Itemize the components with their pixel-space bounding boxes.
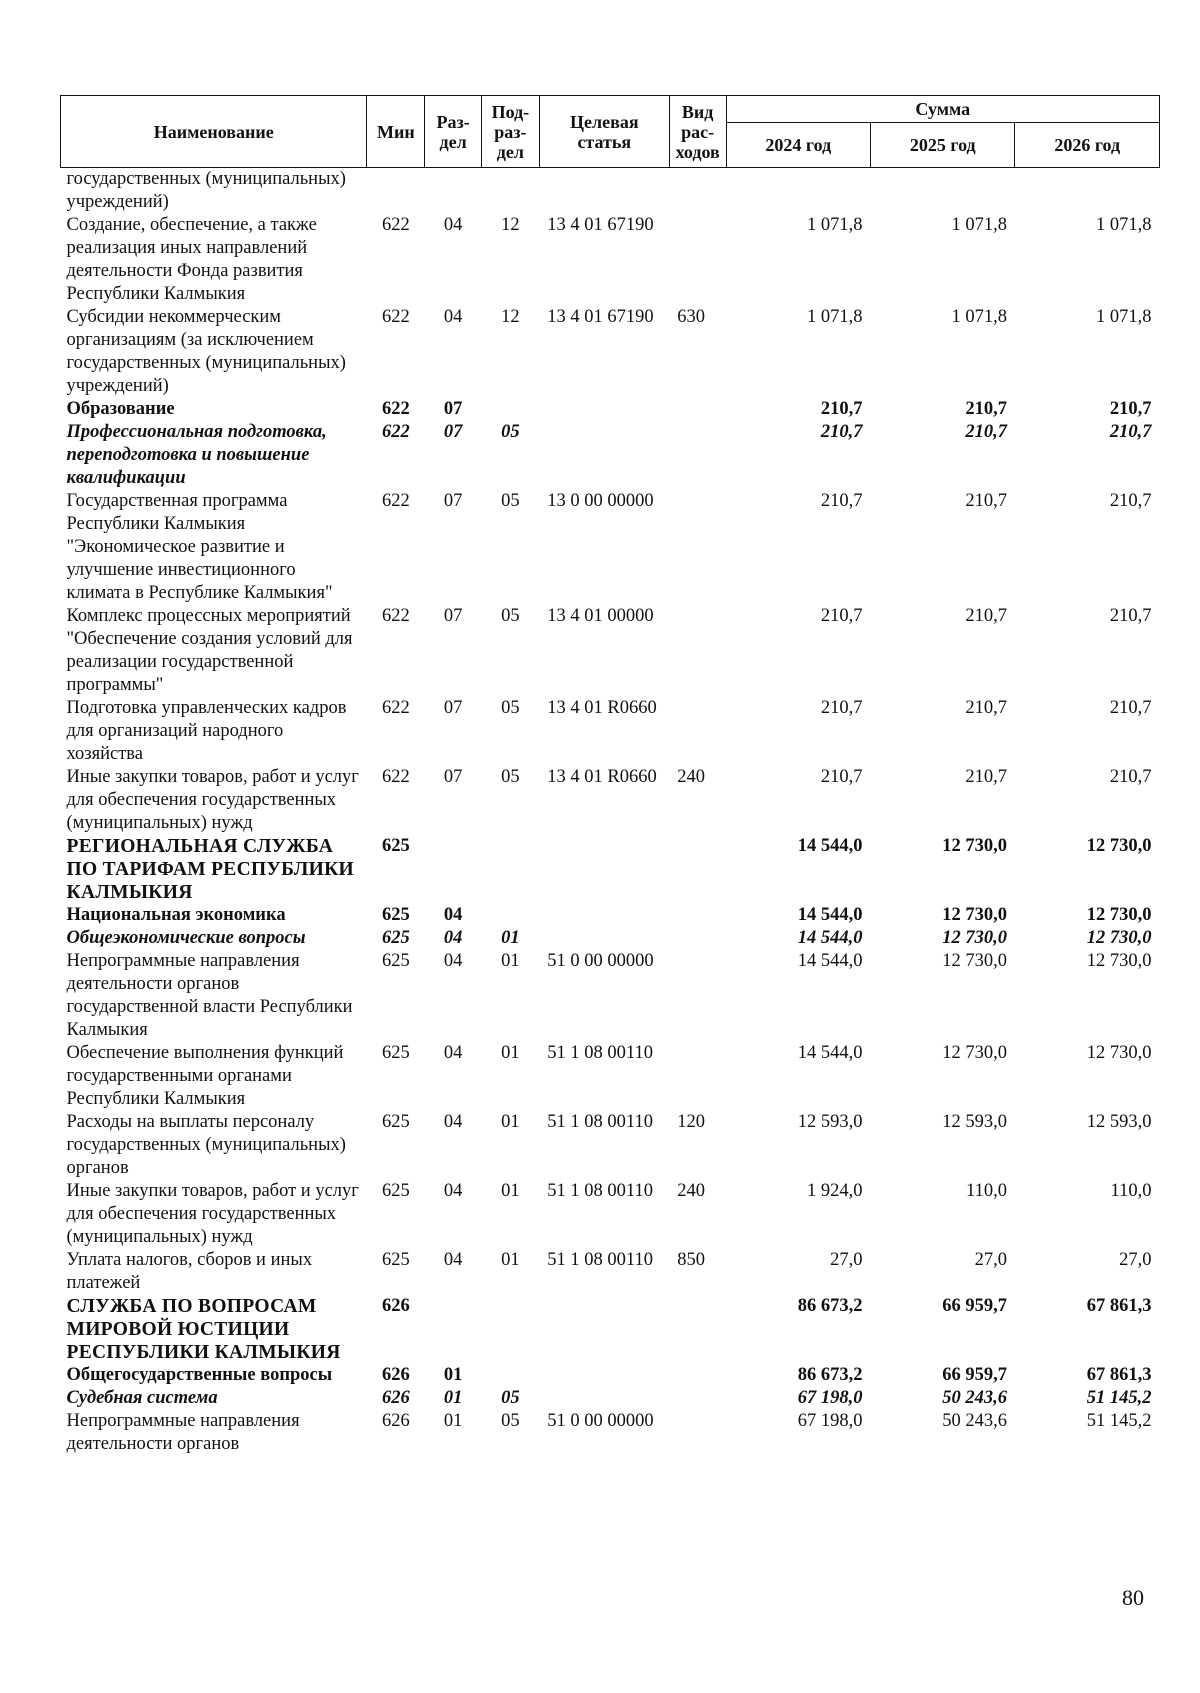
cell-target-article: 13 4 01 R0660 <box>547 767 657 787</box>
cell-sum-2025: 66 959,7 <box>942 1296 1007 1316</box>
cell-expense-type: 240 <box>677 1181 706 1201</box>
cell-podrazdel: 01 <box>501 1043 520 1063</box>
cell-expense-type <box>669 421 726 490</box>
cell-target-article: 13 4 01 67190 <box>547 215 654 235</box>
cell-sum-2024: 210,7 <box>820 399 863 419</box>
cell-target-article <box>539 1364 669 1387</box>
cell-razdel: 07 <box>443 698 463 718</box>
header-year-2026: 2026 год <box>1015 123 1160 168</box>
cell-podrazdel: 05 <box>501 422 520 442</box>
cell-razdel: 04 <box>443 1250 463 1270</box>
table-row <box>61 1111 1160 1180</box>
cell-sum-2026: 12 730,0 <box>1086 928 1152 948</box>
cell-target-article: 51 0 00 00000 <box>547 1411 654 1431</box>
cell-sum-2025: 210,7 <box>965 491 1007 511</box>
cell-target-article: 51 1 08 00110 <box>547 1043 653 1063</box>
header-name: Наименование <box>61 96 367 168</box>
cell-sum-2024: 67 198,0 <box>797 1388 863 1408</box>
header-vid-bottom: ходов <box>675 141 720 162</box>
cell-ministry: 622 <box>381 491 410 511</box>
cell-sum-2025: 50 243,6 <box>942 1388 1007 1408</box>
cell-ministry: 622 <box>381 307 410 327</box>
cell-sum-2025: 210,7 <box>965 767 1007 787</box>
header-year-2024: 2024 год <box>726 123 870 168</box>
cell-podrazdel: 12 <box>501 215 520 235</box>
header-podrazdel-top: Под- <box>491 101 530 122</box>
cell-target-article <box>539 1387 669 1410</box>
cell-name: Образование <box>66 399 175 419</box>
header-podrazdel-bottom: дел <box>496 141 524 162</box>
cell-expense-type <box>669 605 726 697</box>
cell-razdel: 04 <box>443 1043 463 1063</box>
cell-sum-2025: 12 730,0 <box>942 836 1007 856</box>
cell-name: государственных (муниципальных) учреждений) <box>66 169 346 212</box>
cell-podrazdel: 05 <box>501 491 520 511</box>
cell-sum-2024: 14 544,0 <box>797 836 863 856</box>
cell-sum-2024: 14 544,0 <box>797 951 863 971</box>
cell-target-article <box>539 927 669 950</box>
table-row <box>61 490 1160 605</box>
table-row <box>61 605 1160 697</box>
cell-ministry: 625 <box>381 1250 410 1270</box>
cell-expense-type <box>669 1295 726 1364</box>
cell-podrazdel: 12 <box>501 307 520 327</box>
cell-razdel: 07 <box>443 399 463 419</box>
cell-podrazdel <box>482 398 540 421</box>
cell-expense-type: 630 <box>677 307 706 327</box>
cell-expense-type <box>669 950 726 1042</box>
cell-podrazdel <box>482 168 540 215</box>
cell-sum-2024: 86 673,2 <box>797 1296 863 1316</box>
cell-sum-2026: 51 145,2 <box>1086 1411 1152 1431</box>
table-row <box>61 1042 1160 1111</box>
cell-sum-2026: 12 730,0 <box>1086 836 1152 856</box>
cell-ministry: 625 <box>381 928 410 948</box>
cell-name: Уплата налогов, сборов и иных платежей <box>66 1250 313 1293</box>
cell-target-article <box>539 398 669 421</box>
header-vid-top: Вид <box>681 101 714 122</box>
table-row <box>61 766 1160 835</box>
cell-name: Создание, обеспечение, а также реализация иных направлений деятельности Фонда развития Республики Калмыкия <box>66 215 317 304</box>
cell-sum-2024: 210,7 <box>820 767 863 787</box>
table-row <box>61 904 1160 927</box>
cell-target-article: 13 0 00 00000 <box>547 491 654 511</box>
cell-podrazdel: 01 <box>501 1181 520 1201</box>
cell-target-article: 13 4 01 00000 <box>547 606 654 626</box>
cell-razdel: 04 <box>443 307 463 327</box>
header-target-top: Целевая <box>570 111 639 132</box>
cell-sum-2026: 67 861,3 <box>1086 1365 1152 1385</box>
cell-expense-type <box>669 1364 726 1387</box>
cell-name: Общеэкономические вопросы <box>66 928 306 948</box>
header-ministry: Мин <box>367 96 425 168</box>
header-podrazdel <box>482 96 540 168</box>
cell-target-article: 13 4 01 R0660 <box>547 698 657 718</box>
header-year-2025: 2025 год <box>871 123 1015 168</box>
cell-expense-type <box>669 490 726 605</box>
cell-podrazdel: 01 <box>501 951 520 971</box>
cell-sum-2025: 210,7 <box>965 698 1007 718</box>
cell-sum-2024: 210,7 <box>820 698 863 718</box>
header-expense-type <box>669 96 726 168</box>
table-row <box>61 1387 1160 1410</box>
cell-sum-2026: 12 730,0 <box>1086 951 1152 971</box>
cell-ministry: 625 <box>381 1181 410 1201</box>
cell-sum-2024: 27,0 <box>830 1250 863 1270</box>
cell-expense-type <box>669 697 726 766</box>
table-body <box>61 168 1160 1457</box>
cell-razdel: 01 <box>443 1411 463 1431</box>
cell-sum-2025: 27,0 <box>974 1250 1007 1270</box>
header-podrazdel-mid: раз- <box>494 121 527 142</box>
cell-podrazdel: 05 <box>501 767 520 787</box>
cell-expense-type <box>669 904 726 927</box>
cell-expense-type <box>669 214 726 306</box>
cell-podrazdel: 05 <box>501 1411 520 1431</box>
cell-razdel: 04 <box>443 928 463 948</box>
cell-sum-2026: 210,7 <box>1109 491 1152 511</box>
cell-target-article <box>539 904 669 927</box>
table-row <box>61 1295 1160 1364</box>
cell-target-article <box>539 168 669 215</box>
table-row <box>61 398 1160 421</box>
header-sum: Сумма <box>726 96 1159 123</box>
cell-sum-2024: 1 924,0 <box>807 1181 863 1201</box>
cell-razdel <box>425 1295 482 1364</box>
cell-sum-2024: 1 071,8 <box>807 307 863 327</box>
cell-expense-type: 120 <box>677 1112 706 1132</box>
cell-ministry <box>367 168 425 215</box>
table-row <box>61 835 1160 904</box>
cell-target-article <box>539 835 669 904</box>
cell-name: Иные закупки товаров, работ и услуг для обеспечения государственных (муниципальных) нужд <box>66 767 359 833</box>
cell-expense-type <box>669 1042 726 1111</box>
cell-sum-2026: 27,0 <box>1119 1250 1152 1270</box>
header-vid-mid: рас- <box>681 121 715 142</box>
cell-razdel: 07 <box>443 491 463 511</box>
cell-sum-2025: 12 730,0 <box>942 928 1007 948</box>
cell-sum-2024: 14 544,0 <box>797 905 863 925</box>
cell-name: Судебная система <box>66 1388 218 1408</box>
cell-sum-2024: 210,7 <box>820 422 863 442</box>
cell-name: Национальная экономика <box>66 905 286 925</box>
cell-ministry: 622 <box>381 606 410 626</box>
cell-sum-2024: 12 593,0 <box>797 1112 863 1132</box>
cell-razdel: 04 <box>443 215 463 235</box>
cell-ministry: 626 <box>381 1365 410 1385</box>
cell-ministry: 622 <box>381 698 410 718</box>
cell-target-article <box>539 1295 669 1364</box>
cell-expense-type <box>669 1410 726 1456</box>
cell-ministry: 622 <box>381 399 410 419</box>
cell-razdel: 04 <box>443 1181 463 1201</box>
cell-sum-2024 <box>726 168 870 215</box>
cell-sum-2025: 110,0 <box>966 1181 1007 1201</box>
cell-expense-type: 850 <box>677 1250 706 1270</box>
table-row <box>61 1180 1160 1249</box>
cell-podrazdel: 01 <box>501 1250 520 1270</box>
cell-sum-2026: 1 071,8 <box>1096 215 1152 235</box>
table-row <box>61 927 1160 950</box>
cell-expense-type <box>669 927 726 950</box>
cell-ministry: 622 <box>381 422 410 442</box>
table-row <box>61 1364 1160 1387</box>
cell-ministry: 625 <box>381 836 410 856</box>
cell-target-article: 13 4 01 67190 <box>547 307 654 327</box>
cell-sum-2026: 210,7 <box>1109 767 1152 787</box>
cell-name: Комплекс процессных мероприятий "Обеспечение создания условий для реализации государственной программы" <box>66 606 353 695</box>
cell-target-article: 51 0 00 00000 <box>547 951 654 971</box>
table-row <box>61 306 1160 398</box>
cell-sum-2026: 210,7 <box>1109 422 1152 442</box>
table-row <box>61 214 1160 306</box>
cell-podrazdel: 05 <box>501 606 520 626</box>
table-row <box>61 697 1160 766</box>
cell-ministry: 626 <box>381 1388 410 1408</box>
cell-name: Субсидии некоммерческим организациям (за исключением государственных (муниципальных) учреждений) <box>66 307 346 396</box>
cell-podrazdel <box>482 1295 540 1364</box>
header-razdel-bottom: дел <box>439 131 467 152</box>
cell-expense-type: 240 <box>677 767 706 787</box>
cell-sum-2026: 210,7 <box>1109 399 1152 419</box>
cell-sum-2025: 210,7 <box>965 399 1007 419</box>
cell-target-article <box>539 421 669 490</box>
cell-expense-type <box>669 835 726 904</box>
cell-podrazdel: 05 <box>501 1388 520 1408</box>
cell-podrazdel <box>482 835 540 904</box>
cell-ministry: 625 <box>381 1043 410 1063</box>
cell-ministry: 625 <box>381 905 410 925</box>
cell-name: Иные закупки товаров, работ и услуг для обеспечения государственных (муниципальных) нужд <box>66 1181 359 1247</box>
cell-sum-2025: 12 730,0 <box>942 951 1007 971</box>
cell-sum-2024: 210,7 <box>820 606 863 626</box>
cell-target-article: 51 1 08 00110 <box>547 1112 653 1132</box>
cell-razdel: 01 <box>443 1388 463 1408</box>
cell-target-article: 51 1 08 00110 <box>547 1181 653 1201</box>
cell-target-article: 51 1 08 00110 <box>547 1250 653 1270</box>
header-target-bottom: статья <box>577 131 632 152</box>
cell-sum-2024: 86 673,2 <box>797 1365 863 1385</box>
cell-podrazdel <box>482 904 540 927</box>
cell-sum-2026: 12 730,0 <box>1086 1043 1152 1063</box>
cell-name: Непрограммные направления деятельности органов государственной власти Республики Калмыкия <box>66 951 353 1040</box>
cell-sum-2026: 67 861,3 <box>1086 1296 1152 1316</box>
cell-sum-2026: 12 730,0 <box>1086 905 1152 925</box>
cell-podrazdel <box>482 1364 540 1387</box>
cell-sum-2026: 110,0 <box>1110 1181 1152 1201</box>
cell-razdel: 01 <box>443 1365 463 1385</box>
cell-razdel: 04 <box>443 951 463 971</box>
cell-name: Профессиональная подготовка, переподготовка и повышение квалификации <box>66 422 327 488</box>
cell-razdel: 07 <box>443 422 463 442</box>
table-header <box>61 96 1160 168</box>
cell-name: Непрограммные направления деятельности органов <box>66 1411 300 1454</box>
cell-sum-2025: 12 593,0 <box>942 1112 1007 1132</box>
cell-sum-2025: 210,7 <box>965 422 1007 442</box>
cell-sum-2024: 210,7 <box>820 491 863 511</box>
cell-sum-2026: 51 145,2 <box>1086 1388 1152 1408</box>
cell-name: Обеспечение выполнения функций государственными органами Республики Калмыкия <box>66 1043 344 1109</box>
table-row <box>61 1410 1160 1456</box>
cell-expense-type <box>669 1387 726 1410</box>
cell-expense-type <box>669 398 726 421</box>
cell-sum-2026: 210,7 <box>1109 698 1152 718</box>
cell-name: Подготовка управленческих кадров для организаций народного хозяйства <box>66 698 347 764</box>
budget-table <box>60 95 1160 1456</box>
cell-razdel <box>425 835 482 904</box>
cell-sum-2025: 66 959,7 <box>942 1365 1007 1385</box>
cell-sum-2026: 1 071,8 <box>1096 307 1152 327</box>
cell-ministry: 626 <box>381 1296 410 1316</box>
cell-razdel <box>425 168 482 215</box>
cell-name: Расходы на выплаты персоналу государственных (муниципальных) органов <box>66 1112 346 1178</box>
page-number: 80 <box>1122 1585 1144 1610</box>
cell-ministry: 622 <box>381 767 410 787</box>
cell-podrazdel: 01 <box>501 928 520 948</box>
cell-razdel: 04 <box>443 1112 463 1132</box>
header-target-article <box>539 96 669 168</box>
table-row <box>61 1249 1160 1295</box>
cell-sum-2024: 14 544,0 <box>797 1043 863 1063</box>
cell-sum-2024: 14 544,0 <box>797 928 863 948</box>
cell-sum-2025: 210,7 <box>965 606 1007 626</box>
cell-sum-2026: 12 593,0 <box>1086 1112 1152 1132</box>
cell-razdel: 07 <box>443 767 463 787</box>
cell-name: Общегосударственные вопросы <box>66 1365 333 1385</box>
cell-sum-2026: 210,7 <box>1109 606 1152 626</box>
cell-sum-2025: 50 243,6 <box>942 1411 1007 1431</box>
cell-sum-2024: 1 071,8 <box>807 215 863 235</box>
cell-ministry: 626 <box>381 1411 410 1431</box>
table-row <box>61 421 1160 490</box>
cell-ministry: 622 <box>381 215 410 235</box>
cell-podrazdel: 05 <box>501 698 520 718</box>
header-razdel <box>425 96 482 168</box>
cell-sum-2026 <box>1015 168 1160 215</box>
cell-name: Государственная программа Республики Калмыкия "Экономическое развитие и улучшение инвестиционного климата в Республике Калмыкия" <box>66 491 333 603</box>
cell-name: РЕГИОНАЛЬНАЯ СЛУЖБА ПО ТАРИФАМ РЕСПУБЛИКИ КАЛМЫКИЯ <box>66 836 354 903</box>
cell-sum-2025: 1 071,8 <box>951 307 1007 327</box>
cell-sum-2025: 1 071,8 <box>951 215 1007 235</box>
cell-ministry: 625 <box>381 951 410 971</box>
cell-name: СЛУЖБА ПО ВОПРОСАМ МИРОВОЙ ЮСТИЦИИ РЕСПУБЛИКИ КАЛМЫКИЯ <box>66 1296 341 1363</box>
cell-sum-2025: 12 730,0 <box>942 905 1007 925</box>
cell-ministry: 625 <box>381 1112 410 1132</box>
cell-expense-type <box>669 168 726 215</box>
cell-sum-2025: 12 730,0 <box>942 1043 1007 1063</box>
cell-podrazdel: 01 <box>501 1112 520 1132</box>
cell-razdel: 04 <box>443 905 463 925</box>
cell-sum-2024: 67 198,0 <box>797 1411 863 1431</box>
budget-table-page <box>60 95 1160 1456</box>
table-row <box>61 950 1160 1042</box>
table-row <box>61 168 1160 215</box>
header-razdel-top: Раз- <box>436 111 470 132</box>
cell-sum-2025 <box>871 168 1015 215</box>
cell-razdel: 07 <box>443 606 463 626</box>
